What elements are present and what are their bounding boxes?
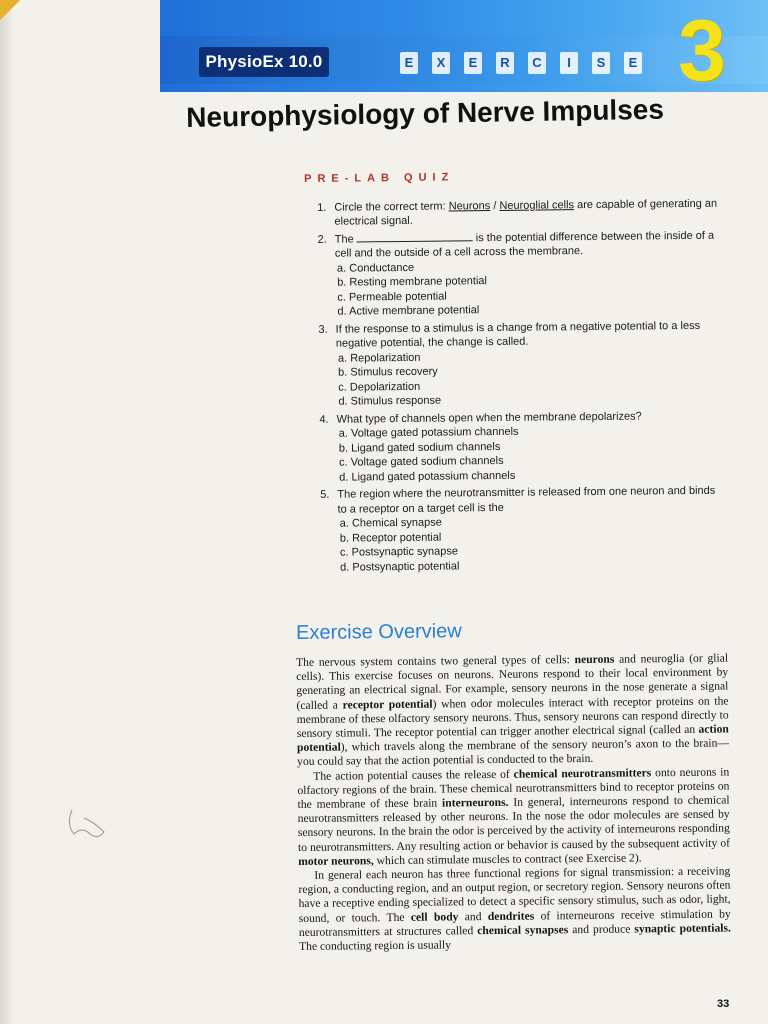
question-number: 3. (318, 323, 328, 336)
key-term: cell body (410, 909, 459, 924)
key-term: action potential (296, 722, 729, 755)
body-text: ), which travels along the membrane of the sensory neuron’s axon to the brain—you could say that the action potential is conducted to the brain. (297, 736, 730, 769)
quiz-question-4 (307, 408, 728, 485)
overview-body (296, 651, 731, 954)
key-term: receptor potential (342, 697, 433, 712)
page-edge-shadow (0, 0, 14, 1024)
key-term: dendrites (487, 909, 535, 923)
exercise-letter: I (560, 52, 578, 74)
key-term: motor neurons, (298, 854, 374, 868)
question-text: The region where the neurotransmitter is released from one neuron and binds to a receptor on a target cell is the (337, 484, 716, 516)
body-text: ) when odor molecules interact with receptor proteins on the membrane of these olfactory sensory neurons. Thus, sensory neurons can respond directly to sensory stimuli. The receptor potential can trigger another electrical signal (called an (296, 694, 729, 741)
brand-badge: PhysioEx 10.0 (199, 47, 329, 77)
body-text: of interneurons receive stimulation by neurotransmitters at structures called (298, 907, 731, 939)
key-term: chemical synapses (477, 923, 569, 937)
exercise-letter: R (496, 52, 514, 74)
paragraph (297, 765, 730, 869)
question-text: What type of channels open when the membrane depolarizes? (336, 409, 642, 426)
question-text: are capable of generating an electrical signal. (334, 197, 718, 228)
body-text: In general, interneurons respond to chemical neurotransmitters released by other neurons. In the nose the odor molecules are sensed by sensory neurons. In the brain the odor is perceived by the activity of interneurons responding to neurotransmitters. Any resulting action or behavior is caused by the subsequent activity of (297, 793, 731, 854)
answer-option: a. Repolarization (337, 351, 421, 365)
body-text: and neuroglia (or glial cells). This exercise focuses on neurons. Neurons respond to their local environment by generating an electrical signal. For example, sensory neurons in the nose generate a signal (called a (296, 651, 729, 712)
pencil-mark (64, 804, 108, 852)
answer-option: d. Active membrane potential (337, 304, 480, 318)
term-separator: / (490, 199, 500, 212)
answer-option: c. Permeable potential (337, 290, 447, 304)
body-text: and produce (568, 922, 635, 937)
paragraph (298, 865, 731, 955)
quiz-heading: PRE-LAB QUIZ (304, 171, 455, 185)
body-text: In general each neuron has three functional regions for signal transmission: a receiving region, a conducting region, and an output region, or secretory region. Sensory neurons often have a receptive ending specialized to detect a specific sensory stimulus, such as odor, light, sound, or touch. The (298, 864, 731, 925)
body-text: The nervous system contains two general types of cells: (296, 653, 575, 669)
exercise-letter: X (432, 52, 450, 74)
key-term: neurons (574, 652, 615, 667)
answer-option: d. Postsynaptic potential (340, 559, 460, 574)
term-option-neuroglial: Neuroglial cells (499, 198, 575, 212)
body-text: which can stimulate muscles to contract (see Exercise 2). (373, 851, 642, 868)
term-option-neurons: Neurons (448, 199, 491, 212)
exercise-letter: E (400, 52, 418, 74)
page-number: 33 (717, 998, 730, 1010)
exercise-letter: E (464, 52, 482, 74)
answer-option: d. Ligand gated potassium channels (339, 469, 516, 484)
section-heading: Exercise Overview (296, 620, 462, 644)
answer-option: c. Voltage gated sodium channels (338, 454, 504, 469)
answer-option: a. Voltage gated potassium channels (338, 425, 519, 440)
question-text: is the potential difference between the inside of a cell and the outside of a cell across the membrane. (334, 229, 715, 260)
exercise-label (400, 50, 642, 76)
answer-option: c. Postsynaptic synapse (339, 545, 459, 559)
quiz-question-1 (304, 196, 724, 229)
answer-option: a. Conductance (336, 261, 415, 275)
answer-option: b. Ligand gated sodium channels (338, 440, 501, 455)
answer-option: a. Chemical synapse (339, 516, 442, 530)
answer-blank (357, 231, 473, 242)
key-term: synaptic potentials. (634, 921, 731, 936)
exercise-letter: S (592, 52, 610, 74)
exercise-letter: E (624, 52, 642, 74)
answer-option: b. Receptor potential (339, 531, 442, 545)
question-text: If the response to a stimulus is a change from a negative potential to a less negative potential, the change is called. (335, 319, 701, 350)
question-number: 1. (317, 201, 327, 214)
answer-option: c. Depolarization (338, 380, 421, 394)
paragraph (296, 651, 729, 769)
quiz-question-5 (307, 484, 728, 575)
exercise-letter: C (528, 52, 546, 74)
question-text: Circle the correct term: (334, 199, 449, 214)
key-term: chemical neurotransmitters (513, 765, 652, 781)
pre-lab-quiz (304, 168, 728, 578)
question-number: 4. (319, 413, 329, 426)
key-term: interneurons. (441, 795, 509, 810)
body-text: The action potential causes the release of (313, 767, 514, 783)
answer-option: b. Stimulus recovery (338, 365, 438, 379)
body-text: The conducting region is usually (298, 938, 452, 954)
page-title: Neurophysiology of Nerve Impulses (186, 93, 665, 133)
answer-option: d. Stimulus response (338, 394, 442, 408)
answer-option: b. Resting membrane potential (337, 275, 488, 289)
question-number: 2. (317, 233, 327, 246)
exercise-number: 3 (678, 3, 726, 99)
question-text: The (334, 232, 357, 246)
quiz-question-2 (305, 228, 726, 319)
quiz-question-3 (306, 318, 727, 409)
body-text: onto neurons in olfactory regions of the brain. These chemical neurotransmitters bind to receptor proteins on the membrane of these brain (297, 765, 730, 812)
body-text: and (458, 909, 488, 923)
page-corner (0, 0, 30, 20)
question-number: 5. (320, 488, 330, 501)
